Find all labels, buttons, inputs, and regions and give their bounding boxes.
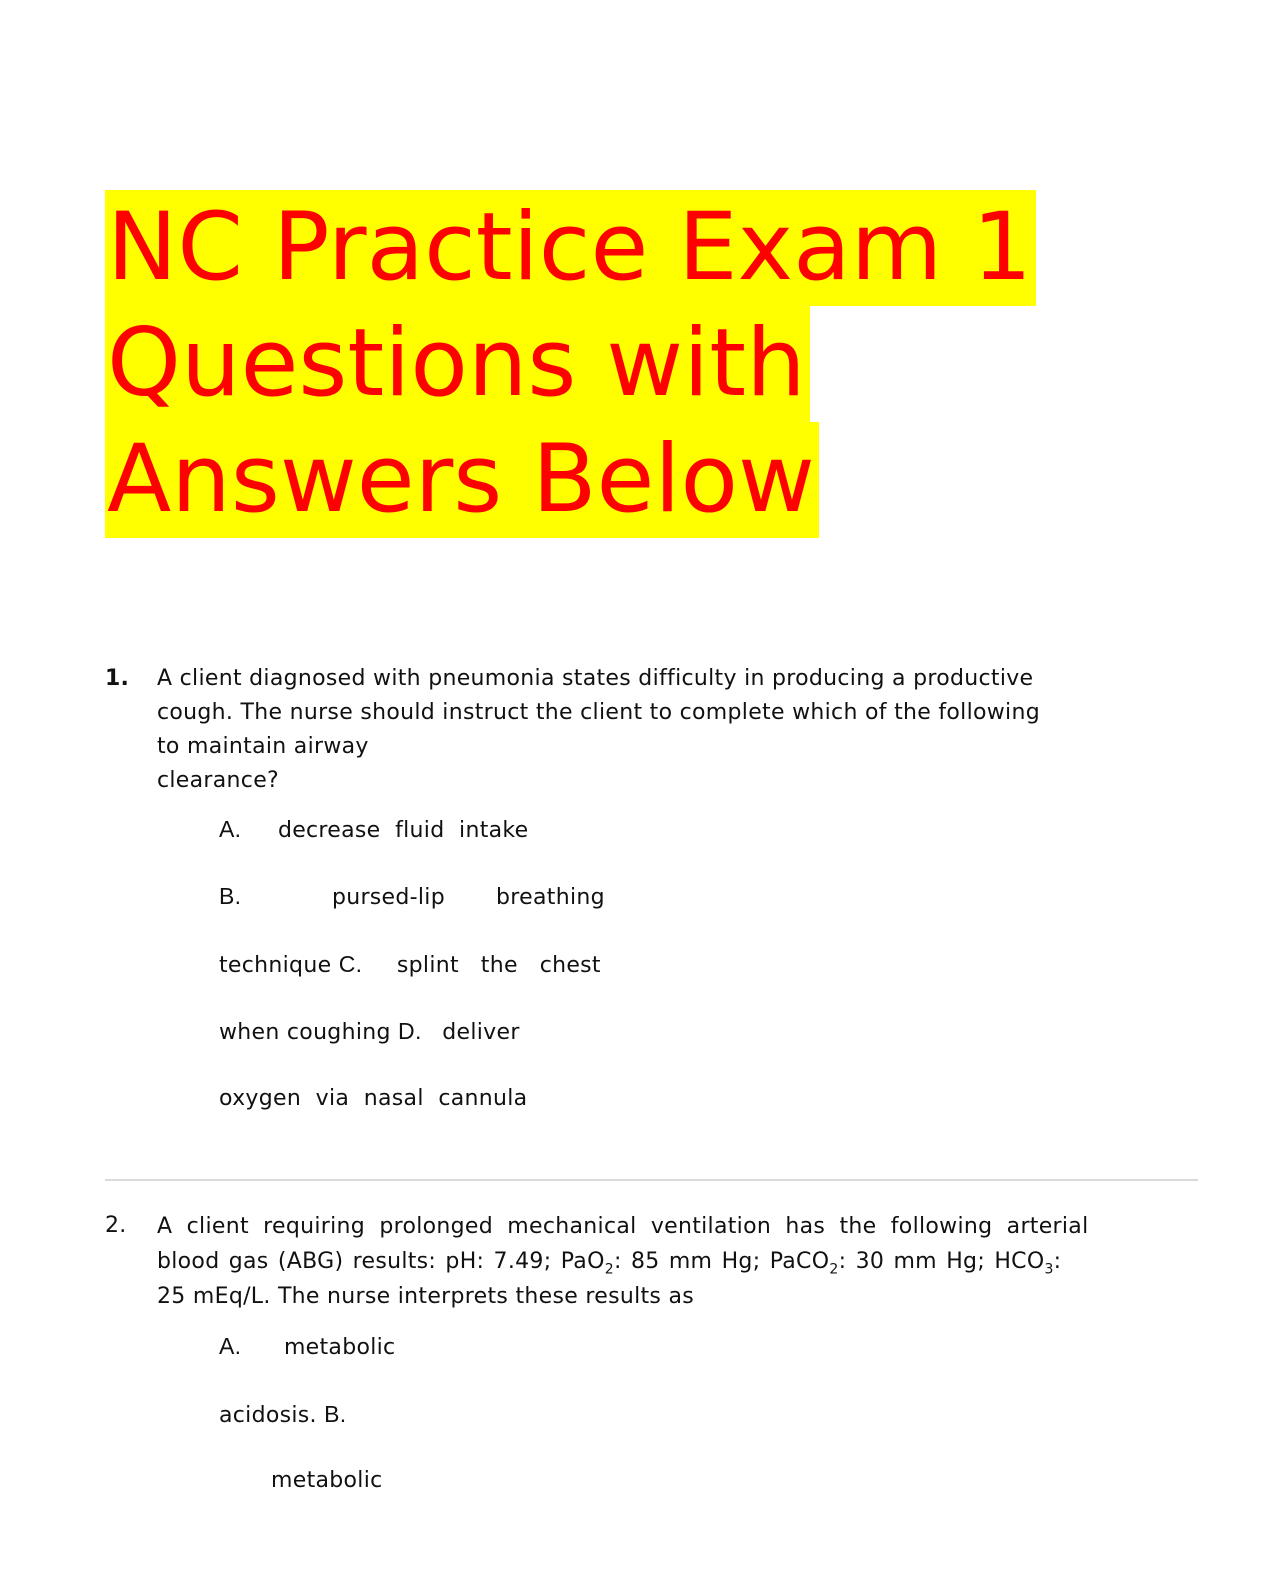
option-letter: A. bbox=[219, 1333, 242, 1359]
subscript: 2 bbox=[829, 1261, 839, 1278]
option-text: deliver bbox=[442, 1020, 520, 1045]
option-b bbox=[219, 880, 605, 914]
option-lead-text: acidosis. bbox=[219, 1403, 317, 1428]
option-letter: B. bbox=[324, 1401, 347, 1427]
stem-line: to maintain airway bbox=[157, 734, 369, 759]
title-line-3: Answers Below bbox=[105, 422, 819, 538]
option-text: pursed-lip breathing bbox=[331, 885, 605, 910]
option-c bbox=[219, 948, 601, 982]
option-d bbox=[219, 1015, 520, 1049]
option-text: metabolic bbox=[271, 1468, 383, 1493]
stem-line: clearance? bbox=[157, 768, 280, 793]
option-b-continued bbox=[271, 1465, 383, 1497]
option-lead-text: technique bbox=[219, 953, 332, 978]
option-letter: D. bbox=[398, 1018, 422, 1044]
stem-fragment: : bbox=[1053, 1249, 1062, 1274]
option-d-continued bbox=[219, 1083, 527, 1115]
question-stem bbox=[157, 662, 1187, 798]
option-text: oxygen via nasal cannula bbox=[219, 1086, 528, 1111]
option-text: metabolic bbox=[283, 1335, 396, 1360]
subscript: 3 bbox=[1044, 1261, 1054, 1278]
option-letter: C. bbox=[338, 951, 363, 977]
stem-fragment: blood gas (ABG) results: pH: 7.49; PaO bbox=[157, 1249, 605, 1274]
question-stem bbox=[157, 1209, 1157, 1314]
stem-line: 25 mEq/L. The nurse interprets these results as bbox=[157, 1284, 695, 1309]
stem-fragment: : 30 mm Hg; HCO bbox=[838, 1249, 1045, 1274]
option-text: splint the chest bbox=[396, 953, 601, 978]
question-number: 2. bbox=[105, 1213, 127, 1238]
subscript: 2 bbox=[604, 1261, 614, 1278]
option-a bbox=[219, 813, 529, 847]
option-letter: B. bbox=[219, 883, 242, 909]
option-text: decrease fluid intake bbox=[277, 818, 529, 843]
title-line-2: Questions with bbox=[105, 306, 810, 422]
title-line-1: NC Practice Exam 1 bbox=[105, 190, 1036, 306]
stem-line bbox=[157, 1244, 1157, 1279]
option-lead-text: when coughing bbox=[219, 1020, 391, 1045]
stem-line: A client requiring prolonged mechanical ventilation has the following arterial bbox=[157, 1214, 1089, 1239]
question-number: 1. bbox=[105, 666, 130, 691]
option-a bbox=[219, 1330, 395, 1364]
option-letter: A. bbox=[219, 816, 242, 842]
stem-line: A client diagnosed with pneumonia states difficulty in producing a productive bbox=[157, 666, 1034, 691]
stem-fragment: : 85 mm Hg; PaCO bbox=[613, 1249, 830, 1274]
option-b bbox=[219, 1398, 346, 1432]
stem-line: cough. The nurse should instruct the client to complete which of the following bbox=[157, 700, 1040, 725]
divider bbox=[105, 1179, 1198, 1181]
